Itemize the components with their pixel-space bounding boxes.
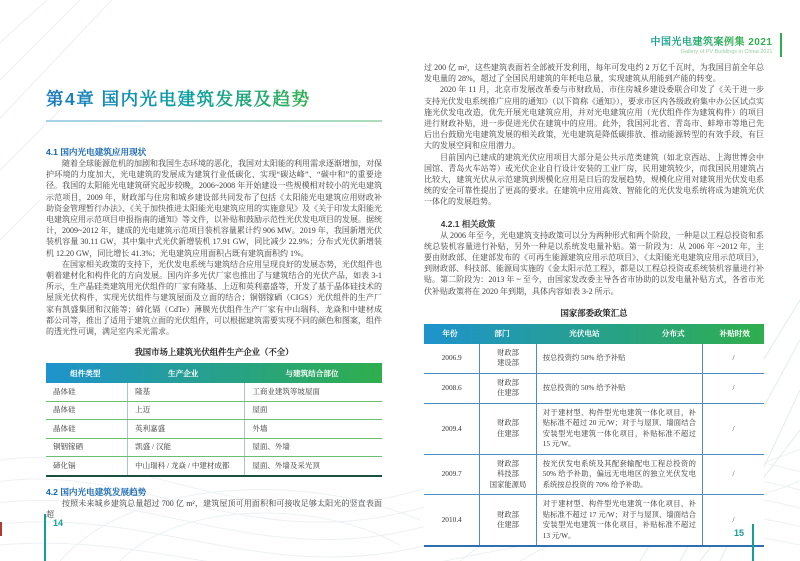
department-cell xyxy=(479,455,535,495)
page-number-right: 15 xyxy=(734,528,745,538)
policy-cell: 对于建材型、构件型光电建筑一体化项目，补贴标准不超过 17 元/W；对于与屋顶、墙面结合安装型光电建筑一体化项目，补贴标准不超过 13 元/W。 xyxy=(536,495,702,545)
chapter-title-underline xyxy=(46,120,382,122)
page-left xyxy=(46,0,382,520)
spine-registration-mark xyxy=(0,522,2,536)
department-cell xyxy=(479,495,535,545)
column-header: 补贴时效 xyxy=(719,329,750,339)
table-header-row xyxy=(46,363,382,383)
table-cell: 英利嘉盛 xyxy=(127,420,244,438)
chapter-title: 第4章 国内光电建筑发展及趋势 xyxy=(46,86,382,111)
table-cell: 外墙 xyxy=(244,420,382,438)
table-cell: 晶体硅 xyxy=(53,386,76,396)
page-right xyxy=(424,0,764,547)
department-line: 住建部 xyxy=(497,520,519,530)
book-subtitle: Gallery of PV Buildings in China 2021 xyxy=(680,49,773,55)
paragraph: 目前国内已建成的建筑光伏应用项目大部分是公共示范类建筑（如北京西站、上海世博会中国馆、青岛火车站等）或光伏企业自行设计安装的工业厂房，民用建筑较少，而我国民用建筑占比较大，建筑光伏从示范建筑到规模化应用是日后的发展趋势，规模化应用对建筑用光伏发电系统的安全可靠性提出了更高的要求。在建筑中应用高效、智能化的光伏发电系统将成为建筑光伏一体化的发展趋势。 xyxy=(424,152,764,207)
table-cell: 中山瑞科 / 龙焱 / 中建材成都 xyxy=(127,457,244,475)
table-row xyxy=(46,439,382,458)
year-cell: 2009.4 xyxy=(441,423,462,433)
year-cell: 2008.6 xyxy=(441,383,462,393)
department-cell xyxy=(479,344,535,373)
table-cell: 晶体硅 xyxy=(53,405,76,415)
page-number-rule-right xyxy=(752,524,754,561)
table-cell: 晶体硅 xyxy=(53,423,76,433)
running-header xyxy=(650,33,782,57)
department-line: 建设部 xyxy=(497,358,519,368)
table-cell: 碲化镉 xyxy=(53,460,76,470)
policy-cell: 对于建材型、构件型光电建筑一体化项目，补贴标准不超过 20 元/W；对于与屋顶、墙面结合安装型光电建筑一体化项目，补贴标准不超过 15 元/W。 xyxy=(536,404,702,454)
table-cell: 凯盛 / 汉能 xyxy=(127,439,244,457)
table-cell: 隆基 xyxy=(127,383,244,401)
department-line: 国家能源局 xyxy=(489,479,527,489)
department-cell xyxy=(479,404,535,454)
national-policy-table xyxy=(424,324,764,548)
effect-cell: / xyxy=(702,374,764,403)
column-header: 光伏电站 xyxy=(569,329,600,339)
department-cell xyxy=(479,374,535,403)
column-header: 与建筑结合部位 xyxy=(285,368,339,378)
department-line: 财政部 xyxy=(497,509,519,519)
pv-manufacturers-table xyxy=(46,363,382,477)
paragraph: 随着全球能源危机的加剧和我国生态环境的恶化，我国对太阳能的利用需求逐渐增加，对保护环境的力度加大，光电建筑的发展成为建筑行业低碳化、实现“碳达峰”、“碳中和”的重要途径。我国的太阳能光电建筑研究起步较晚，2006~2008 年开始建设一些规模相对较小的光电建筑示范项目，2009 年，财政部与住房和城乡建设部共同发布了包括《太阳能光电建筑应用财政补助资金管理暂行办法》、《关于加快推进太阳能光电建筑应用的实施意见》及《关于印发太阳能光电建筑应用示范项目申报指南的通知》等文件，以补贴和鼓励示范性光伏发电项目的发展。据统计，2009~2012 年，建成的光电建筑示范项目装机容量累计约 906 MW。2019 年，我国新增光伏装机容量 30.11 GW，其中集中式光伏新增装机 17.91 GW，同比减少 22.9%；分布式光伏新增装机 12.20 GW，同比增长 41.3%；光电建筑应用面积占既有建筑面积约 1%。 xyxy=(46,159,382,258)
year-cell: 2009.7 xyxy=(441,469,462,479)
table-cell: 铜铟镓硒 xyxy=(53,442,83,452)
effect-cell: / xyxy=(702,495,764,545)
table-cell: 屋面、外墙 xyxy=(244,439,382,457)
policy-cell: 按总投资的 50% 给予补贴 xyxy=(536,374,702,403)
table-row xyxy=(46,383,382,402)
department-line: 科技部 xyxy=(497,469,519,479)
table-cell: 工商业建筑等坡屋面 xyxy=(244,383,382,401)
paragraph: 过 200 亿 m²，这些建筑表面若全部被开发利用，每年可发电约 2 万亿千瓦时，为我国目前全年总发电量的 28%，超过了全国民用建筑的年耗电总量，实现建筑从用能到产能的转变。 xyxy=(424,63,764,84)
right-table-title: 国家部委政策汇总 xyxy=(560,307,628,318)
department-line: 财政部 xyxy=(497,347,519,357)
book-title: 中国光电建筑案例集 2021 xyxy=(650,33,772,48)
table-cell: 上迈 xyxy=(127,402,244,420)
table-row xyxy=(424,495,764,547)
policy-cell: 按光伏发电系统及其配套输配电工程总投资的 50% 给予补助，偏远无电地区的独立光伏发电系统按总投资的 70% 给予补助。 xyxy=(536,455,702,495)
department-line: 财政部 xyxy=(497,458,519,468)
table-row xyxy=(424,374,764,404)
header-accent-bar xyxy=(780,33,783,57)
table-cell: 屋面 xyxy=(244,402,382,420)
policy-cell: 按总投资约 50% 给予补贴 xyxy=(536,344,702,373)
department-line: 住建部 xyxy=(497,388,519,398)
column-header: 组件类型 xyxy=(70,368,101,378)
paragraph: 按照未来城乡建筑总量超过 700 亿 m²，建筑屋顶可用面积和可接收足够太阳光的竖直表面超 xyxy=(46,498,382,519)
section-4-2-1-heading: 4.2.1 相关政策 xyxy=(440,218,496,229)
table-cell: 屋面、外墙及采光顶 xyxy=(244,457,382,475)
left-table-title: 我国市场上建筑光伏组件生产企业（不全） xyxy=(134,347,294,358)
year-cell: 2006.9 xyxy=(441,353,462,363)
department-line: 财政部 xyxy=(497,377,519,387)
year-cell: 2010.4 xyxy=(441,515,462,525)
column-header: 分布式 xyxy=(661,329,685,339)
department-line: 住建部 xyxy=(497,428,519,438)
table-row xyxy=(46,402,382,421)
table-row xyxy=(424,455,764,496)
table-row xyxy=(424,404,764,455)
effect-cell: / xyxy=(702,455,764,495)
table-row xyxy=(424,344,764,374)
section-4-1-heading: 4.1 国内光电建筑应用现状 xyxy=(46,147,147,157)
table-row xyxy=(46,457,382,477)
effect-cell: / xyxy=(702,404,764,454)
table-row xyxy=(46,420,382,439)
page-number-left: 14 xyxy=(53,518,64,528)
column-header: 生产企业 xyxy=(168,368,199,378)
paragraph: 2020 年 11 月，北京市发展改革委与市财政局、市住房城乡建设委联合印发了《关于进一步支持光伏发电系统推广应用的通知》（以下简称《通知》），要求市区内各级政府集中办公区试点实施光伏发电改造，优先开展光电建筑应用，并对光电建筑应用（光伏组件作为建筑构件）的项目进行财政补贴，进一步促进光伏在建筑中的应用。此外，我国河北省、青岛市、蚌埠市等地已先后出台鼓励光电建筑发展的相关政策，光电建筑是降低碳排放、推动能源转型的有效手段，有巨大的发展空间和应用潜力。 xyxy=(424,85,764,151)
column-header: 部门 xyxy=(494,329,510,339)
effect-cell: / xyxy=(702,344,764,373)
column-header: 年份 xyxy=(442,329,458,339)
paragraph: 从 2006 年至今，光电建筑支持政策可以分为两种形式和两个阶段，一种是以工程总投资和系统总装机容量进行补贴，另外一种是以系统发电量补贴。第一阶段为：从 2006 年 ~2012 年，主要由财政部、住建部发布的《可再生能源建筑应用示范项目》、《太阳能光电建筑应用示范项目》，到财政部、科技部、能源局实施的《金太阳示范工程》，都是以工程总投资或系统装机容量进行补贴。第二阶段为：2013 年 ~ 至今，由国家发改委主导各省市协助的以发电量补贴方式，各省市光伏补贴政策将在 2020 年到期，具体内容如表 3-2 所示。 xyxy=(424,230,764,296)
table-header-row xyxy=(424,324,764,344)
department-line: 财政部 xyxy=(497,418,519,428)
page-number-rule-left xyxy=(44,514,46,561)
section-4-2-heading: 4.2 国内光电建筑发展趋势 xyxy=(46,486,147,497)
paragraph: 在国家相关政策的支持下，光伏发电系统与建筑结合应用呈现良好的发展态势，光伏组件也朝着建材化和构件化的方向发展。国内许多光伏厂家也推出了与建筑结合的光伏产品，如表 3-1 所示，生产晶硅类建筑用光伏组件的厂家有隆基、上迈和英利嘉盛等，开发了基于晶体硅技术的屋顶光伏构件，实现光伏组件与建筑屋面及立面的结合；铜铟镓硒（CIGS）光伏组件的生产厂家有凯盛集团和汉能等；碲化镉（CdTe）薄膜光伏组件生产厂家有中山瑞科、龙焱和中建材成都公司等，推出了适用于建筑立面的光伏组件，可以根据建筑需要实现不同的颜色和图案，组件的透光性可调，满足室内采光需求。 xyxy=(46,259,382,337)
